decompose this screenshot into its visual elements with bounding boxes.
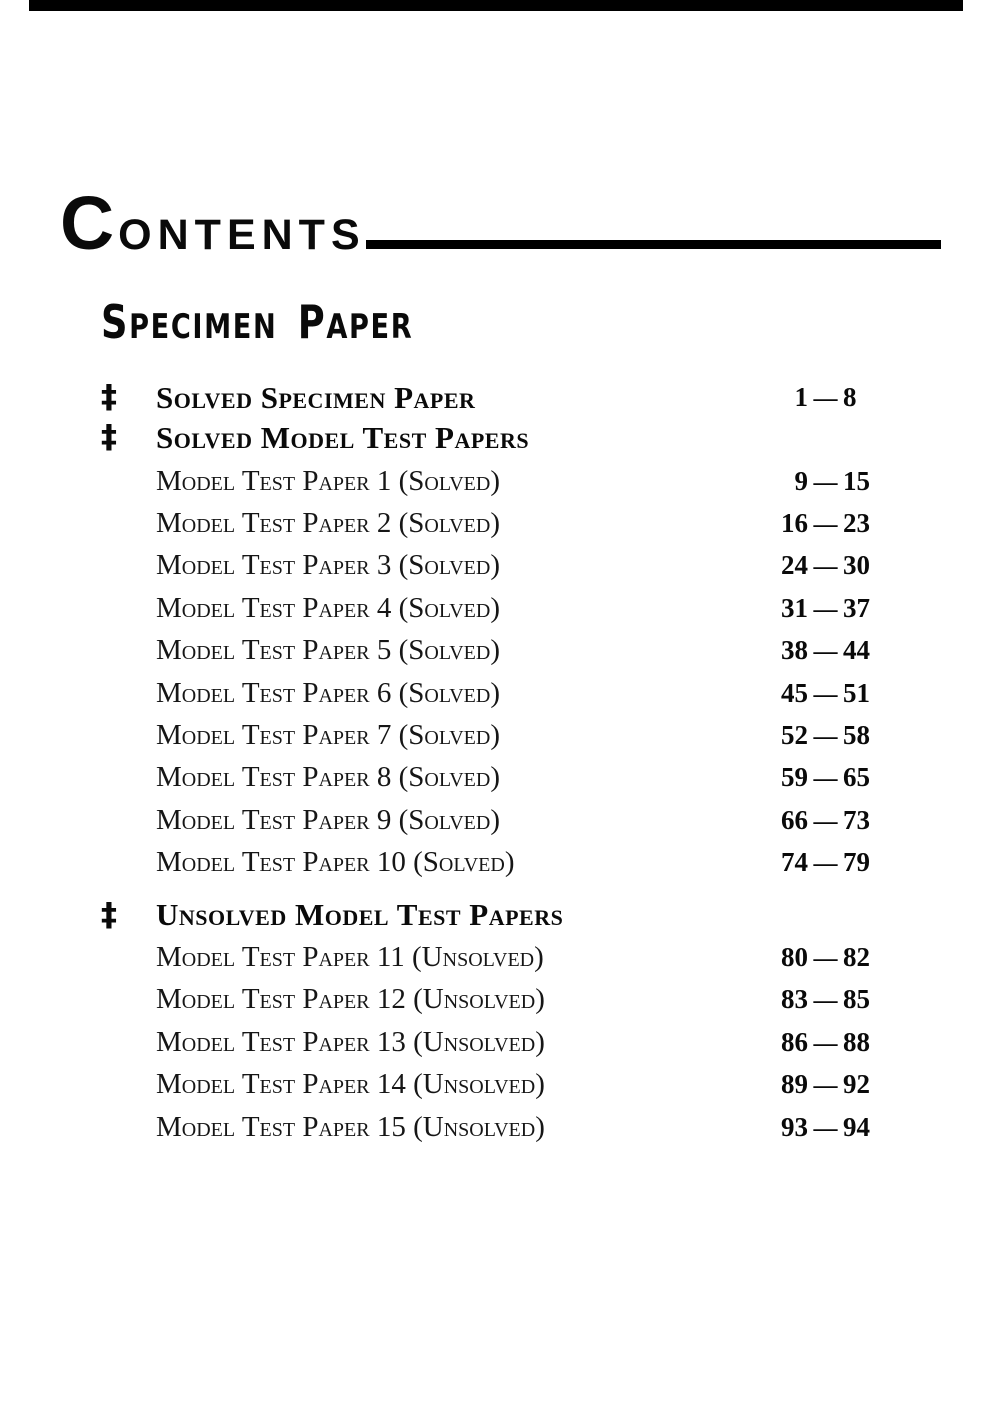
page-range bbox=[768, 510, 883, 537]
toc-entry bbox=[0, 714, 992, 756]
page-start: 52 bbox=[781, 720, 808, 751]
toc-entry-label: Model Test Paper 15 (Unsolved) bbox=[156, 1111, 545, 1144]
page-start: 89 bbox=[781, 1069, 808, 1100]
toc-entry bbox=[0, 1064, 992, 1107]
toc-entry bbox=[0, 757, 992, 799]
toc-entry bbox=[0, 418, 992, 456]
toc-entry-label: Model Test Paper 5 (Solved) bbox=[156, 634, 500, 667]
page-end: 58 bbox=[843, 720, 870, 751]
page-end: 23 bbox=[843, 508, 870, 539]
page-end: 85 bbox=[843, 984, 870, 1015]
toc-entry-label: Model Test Paper 7 (Solved) bbox=[156, 719, 500, 752]
page-title bbox=[60, 181, 941, 265]
table-of-contents bbox=[0, 376, 992, 1149]
page-end: 37 bbox=[843, 592, 870, 623]
page-range bbox=[768, 552, 883, 579]
toc-entry-label: Model Test Paper 12 (Unsolved) bbox=[156, 983, 545, 1016]
range-dash-icon: — bbox=[813, 945, 838, 972]
page-range bbox=[768, 1071, 883, 1098]
double-dagger-icon: ‡ bbox=[101, 377, 117, 416]
page-end: 88 bbox=[843, 1026, 870, 1057]
toc-entry bbox=[0, 376, 992, 418]
range-dash-icon: — bbox=[813, 724, 838, 751]
toc-entry-label: Model Test Paper 2 (Solved) bbox=[156, 507, 500, 540]
page-range bbox=[768, 986, 883, 1013]
toc-entry-label: Solved Model Test Papers bbox=[156, 419, 530, 455]
page-start: 83 bbox=[781, 984, 808, 1015]
page-start: 1 bbox=[794, 381, 808, 412]
toc-entry bbox=[0, 1021, 992, 1064]
toc-entry bbox=[0, 1106, 992, 1149]
range-dash-icon: — bbox=[813, 1116, 838, 1143]
range-dash-icon: — bbox=[813, 681, 838, 708]
toc-entry bbox=[0, 502, 992, 544]
page-start: 45 bbox=[781, 677, 808, 708]
toc-entry bbox=[0, 799, 992, 841]
page-range bbox=[768, 941, 883, 972]
page-end: 15 bbox=[843, 465, 870, 496]
page-end: 94 bbox=[843, 1112, 870, 1143]
page-range bbox=[768, 592, 883, 623]
top-rule-bar bbox=[29, 0, 963, 11]
range-dash-icon: — bbox=[813, 385, 838, 412]
toc-entry-label: Model Test Paper 4 (Solved) bbox=[156, 591, 500, 624]
page-start: 59 bbox=[781, 762, 808, 793]
toc-entry bbox=[0, 587, 992, 629]
double-dagger-icon: ‡ bbox=[101, 417, 117, 456]
range-dash-icon: — bbox=[813, 596, 838, 623]
page-start: 24 bbox=[781, 550, 808, 581]
range-dash-icon: — bbox=[813, 639, 838, 666]
heading-word: PAPER bbox=[297, 295, 414, 349]
toc-entry-label: Model Test Paper 6 (Solved) bbox=[156, 676, 500, 709]
toc-entry-label: Model Test Paper 1 (Solved) bbox=[156, 464, 500, 497]
toc-entry-label: Model Test Paper 9 (Solved) bbox=[156, 803, 500, 836]
page-start: 86 bbox=[781, 1026, 808, 1057]
toc-entry bbox=[0, 894, 992, 936]
page-end: 82 bbox=[843, 941, 870, 972]
range-dash-icon: — bbox=[813, 1030, 838, 1057]
toc-entry bbox=[0, 460, 992, 502]
page-end: 65 bbox=[843, 762, 870, 793]
toc-entry-label: Model Test Paper 11 (Unsolved) bbox=[156, 940, 544, 973]
page-range bbox=[768, 465, 883, 496]
title-rule bbox=[366, 240, 941, 249]
section-heading-specimen-paper bbox=[101, 295, 414, 349]
page-start: 9 bbox=[794, 465, 808, 496]
toc-entry-label: Model Test Paper 13 (Unsolved) bbox=[156, 1025, 545, 1058]
page-start: 38 bbox=[781, 635, 808, 666]
page-range bbox=[768, 1114, 883, 1141]
page-end: 79 bbox=[843, 847, 870, 878]
page-range bbox=[768, 849, 883, 876]
range-dash-icon: — bbox=[813, 851, 838, 878]
range-dash-icon: — bbox=[813, 766, 838, 793]
range-dash-icon: — bbox=[813, 554, 838, 581]
page-range bbox=[768, 1026, 883, 1057]
page-range bbox=[768, 381, 883, 412]
range-dash-icon: — bbox=[813, 1073, 838, 1100]
page-range bbox=[768, 804, 883, 835]
page-range bbox=[768, 637, 883, 664]
page-end: 92 bbox=[843, 1069, 870, 1100]
page-start: 31 bbox=[781, 592, 808, 623]
page-end: 73 bbox=[843, 804, 870, 835]
toc-entry-label: Model Test Paper 3 (Solved) bbox=[156, 549, 500, 582]
range-dash-icon: — bbox=[813, 512, 838, 539]
page-range bbox=[768, 677, 883, 708]
range-dash-icon: — bbox=[813, 469, 838, 496]
toc-entry bbox=[0, 842, 992, 884]
range-dash-icon: — bbox=[813, 808, 838, 835]
page-start: 93 bbox=[781, 1112, 808, 1143]
page-start: 74 bbox=[781, 847, 808, 878]
toc-entry-label: Solved Specimen Paper bbox=[156, 379, 476, 415]
toc-entry-label: Model Test Paper 14 (Unsolved) bbox=[156, 1068, 545, 1101]
toc-entry-label: Model Test Paper 10 (Solved) bbox=[156, 846, 515, 879]
toc-entry-label: Unsolved Model Test Papers bbox=[156, 897, 564, 933]
page-end: 51 bbox=[843, 677, 870, 708]
toc-entry-label: Model Test Paper 8 (Solved) bbox=[156, 761, 500, 794]
page-start: 16 bbox=[781, 508, 808, 539]
double-dagger-icon: ‡ bbox=[101, 895, 117, 934]
toc-entry bbox=[0, 545, 992, 587]
page-title-initial: C bbox=[60, 181, 119, 265]
toc-entry bbox=[0, 936, 992, 979]
toc-entry bbox=[0, 979, 992, 1022]
page-title-rest: ONTENTS bbox=[118, 211, 366, 259]
heading-word: SPECIMEN bbox=[101, 295, 278, 349]
page-end: 44 bbox=[843, 635, 870, 666]
page-range bbox=[768, 764, 883, 791]
page-start: 66 bbox=[781, 804, 808, 835]
page-end: 30 bbox=[843, 550, 870, 581]
page-end: 8 bbox=[843, 381, 857, 412]
toc-entry bbox=[0, 672, 992, 714]
range-dash-icon: — bbox=[813, 988, 838, 1015]
page-start: 80 bbox=[781, 941, 808, 972]
page-range bbox=[768, 722, 883, 749]
toc-entry bbox=[0, 630, 992, 672]
